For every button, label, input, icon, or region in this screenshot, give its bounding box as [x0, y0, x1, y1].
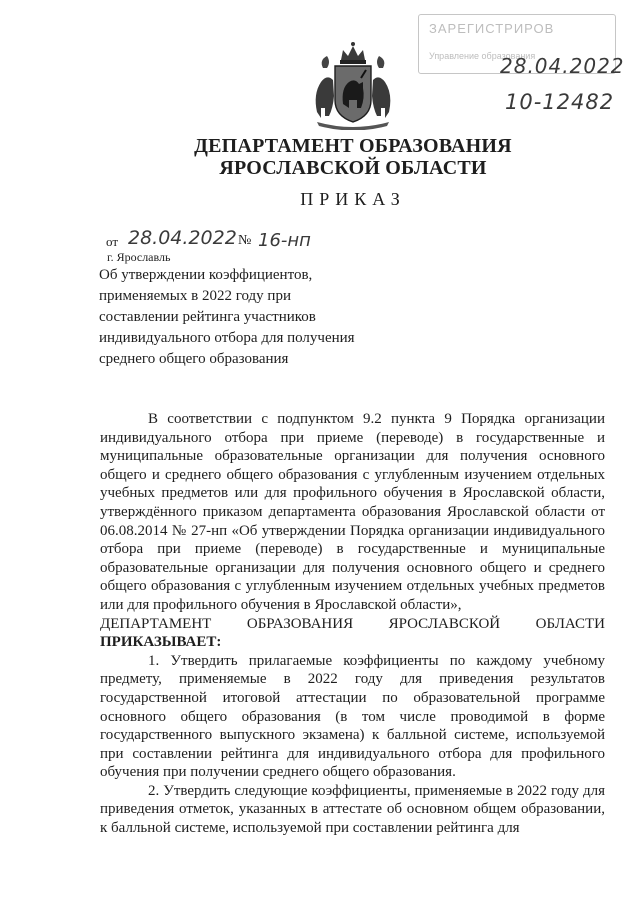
- coat-of-arms-emblem: [303, 38, 403, 130]
- department-line: ДЕПАРТАМЕНТ ОБРАЗОВАНИЯ ЯРОСЛАВСКОЙ ОБЛАСТИ: [100, 615, 605, 632]
- registration-date: 28.04.2022: [500, 54, 625, 78]
- date-prefix: от: [106, 234, 119, 249]
- order-number: 16-нп: [258, 230, 311, 251]
- stamp-subtitle: Управление образования: [429, 51, 536, 61]
- department-title-line2: ЯРОСЛАВСКОЙ ОБЛАСТИ: [219, 157, 487, 179]
- order-item-2: 2. Утвердить следующие коэффициенты, применяемые в 2022 году для приведения отметок, указанных в аттестате об основном общем образовании, к балльной системе, используемой при составлении рейтинга для: [100, 782, 605, 837]
- order-subject: Об утверждении коэффициентов, применяемых в 2022 году при составлении рейтинга участников индивидуального отбора для получения среднего общего образования: [99, 267, 355, 367]
- order-item-1: 1. Утвердить прилагаемые коэффициенты по каждому учебному предмету, применяемые в 2022 году для приведения результатов государственной итоговой аттестации по образовательной программе основного общего образования (в том числе проводимой в форме государственного выпускного экзамена) к балльной системе, используемой при составлении рейтинга для индивидуального отбора для профильного обучения при получении среднего общего образования.: [100, 652, 605, 781]
- preamble-paragraph: В соответствии с подпунктом 9.2 пункта 9 Порядка организации индивидуального отбора при приеме (переводе) в государственные и муниципальные образовательные организации для получения основного общего и среднего общего образования с углубленным изучением отдельных учебных предметов или для профильного обучения в Ярославской области, утверждённого приказом департамента образования Ярославской области от 06.08.2014 № 27-нп «Об утверждении Порядка организации индивидуального отбора при приеме (переводе) в государственные и муниципальные образовательные организации для получения основного общего и среднего общего образования с углубленным изучением отдельных учебных предметов или для профильного обучения в Ярославской области»,: [100, 411, 605, 613]
- city-label: г. Ярославль: [107, 250, 171, 264]
- registration-number: 10-12482: [505, 90, 615, 114]
- document-type: ПРИКАЗ: [300, 189, 406, 209]
- number-sign: №: [238, 233, 252, 248]
- department-title-line1: ДЕПАРТАМЕНТ ОБРАЗОВАНИЯ: [194, 135, 512, 157]
- stamp-title: ЗАРЕГИСТРИРОВ: [429, 21, 555, 36]
- order-date: 28.04.2022: [128, 227, 237, 249]
- orders-heading: ПРИКАЗЫВАЕТ:: [100, 634, 222, 651]
- order-body: [100, 410, 605, 838]
